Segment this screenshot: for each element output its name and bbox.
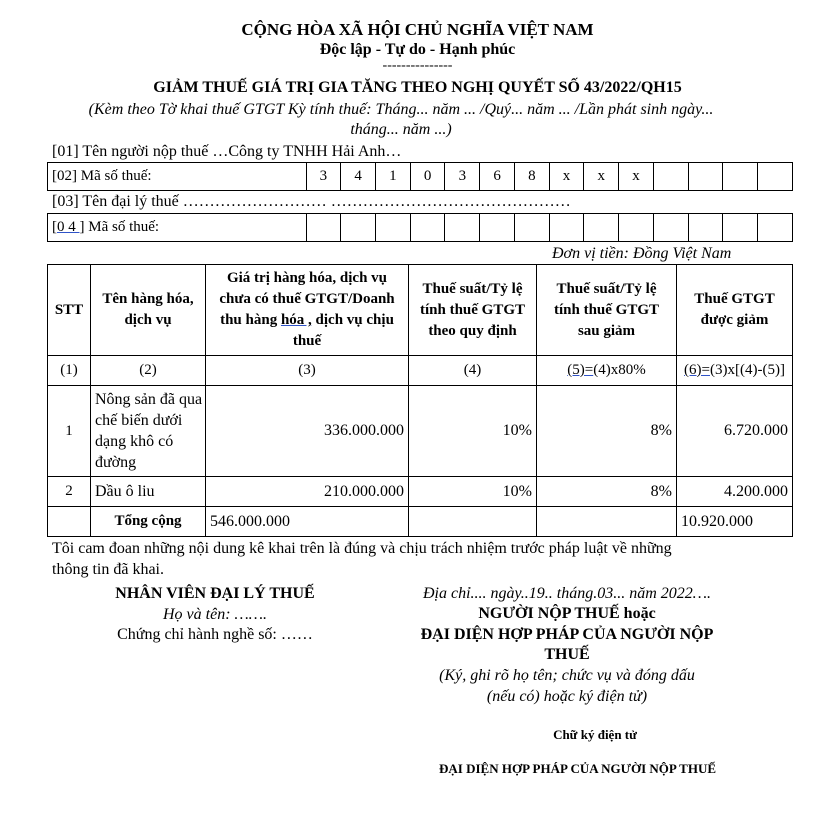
taxpayer-sign-title-3: THUẾ <box>544 646 590 663</box>
agent-sign-name: Họ và tên: ……. <box>163 606 267 623</box>
header-name: Tên hàng hóa, dịch vụ <box>91 265 206 356</box>
header-rate-after: Thuế suất/Tỷ lệ tính thuế GTGT sau giảm <box>537 265 677 356</box>
header-value-post: dịch vụ chịu thuế <box>292 312 394 349</box>
motto: Độc lập - Tự do - Hạnh phúc <box>319 41 516 58</box>
agent-code-digit <box>584 214 619 242</box>
table-row <box>48 477 793 507</box>
total-label: Tổng cộng <box>91 507 206 537</box>
tax-code-table <box>47 162 793 191</box>
agent-code-digit <box>549 214 584 242</box>
row-reduced: 6.720.000 <box>677 386 793 477</box>
header-reduced: Thuế GTGT được giảm <box>677 265 793 356</box>
index-c4: (4) <box>409 356 537 386</box>
index-c2: (2) <box>91 356 206 386</box>
row-stt: 2 <box>48 477 91 507</box>
total-stt <box>48 507 91 537</box>
taxpayer-sign-title-1: NGƯỜI NỘP THUẾ hoặc <box>478 605 656 622</box>
row-name: Dầu ô liu <box>91 477 206 507</box>
header-stt: STT <box>48 265 91 356</box>
total-reduced: 10.920.000 <box>677 507 793 537</box>
separator: --------------- <box>382 58 453 73</box>
declaration-line-2: thông tin đã khai. <box>52 561 164 578</box>
tax-code-digit: 6 <box>480 163 515 191</box>
row-value: 210.000.000 <box>206 477 409 507</box>
row-name: Nông sản đã qua chế biến dưới dạng khô có đường <box>91 386 206 477</box>
row-value: 336.000.000 <box>206 386 409 477</box>
table-total-row <box>48 507 793 537</box>
row-rate-after: 8% <box>537 477 677 507</box>
index-c3: (3) <box>206 356 409 386</box>
agent-code-digit <box>480 214 515 242</box>
agent-code-digit <box>723 214 758 242</box>
form-subtitle-1: (Kèm theo Tờ khai thuế GTGT Kỳ tính thuế: Tháng... năm ... /Quý... năm ... /Lần phát sinh ngày... <box>88 101 714 118</box>
agent-code-bracket: [ <box>52 219 57 235</box>
taxpayer-sign-note-2: (nếu có) hoặc ký điện tử) <box>486 688 648 705</box>
agent-code-digit <box>376 214 411 242</box>
agent-sign-cert: Chứng chỉ hành nghề số: …… <box>117 626 313 643</box>
index-c5-formula: (4)x80% <box>593 362 646 378</box>
agent-code-label-text: ] Mã số thuế: <box>79 219 160 235</box>
tax-code-digit: 1 <box>376 163 411 191</box>
nation-title: CỘNG HÒA XÃ HỘI CHỦ NGHĨA VIỆT NAM <box>241 20 594 39</box>
header-value-underlined: hóa , <box>280 312 312 328</box>
agent-code-table <box>47 213 793 242</box>
taxpayer-sign-title-2: ĐẠI DIỆN HỢP PHÁP CỦA NGƯỜI NỘP <box>420 626 714 643</box>
row-rate: 10% <box>409 386 537 477</box>
form-title: GIẢM THUẾ GIÁ TRỊ GIA TĂNG THEO NGHỊ QUYẾT SỐ 43/2022/QH15 <box>153 79 682 96</box>
sign-date: Địa chỉ.... ngày..19.. tháng.03... năm 2022…. <box>423 585 711 602</box>
total-rate <box>409 507 537 537</box>
agent-name: [03] Tên đại lý thuế ……………………… ……………………………………… <box>52 193 571 210</box>
row-stt: 1 <box>48 386 91 477</box>
index-c6-prefix: (6)= <box>684 362 710 378</box>
index-c5 <box>537 356 677 386</box>
agent-code-digit <box>306 214 341 242</box>
tax-code-digit: 3 <box>445 163 480 191</box>
tax-code-digit: 8 <box>514 163 549 191</box>
row-rate-after: 8% <box>537 386 677 477</box>
index-c1: (1) <box>48 356 91 386</box>
agent-code-digit <box>758 214 793 242</box>
agent-code-digit <box>445 214 480 242</box>
currency-note: Đơn vị tiền: Đồng Việt Nam <box>552 245 732 262</box>
agent-code-number: 0 4 <box>57 219 80 235</box>
agent-sign-title: NHÂN VIÊN ĐẠI LÝ THUẾ <box>115 585 315 602</box>
table-row <box>48 386 793 477</box>
index-c5-prefix: (5)= <box>567 362 594 378</box>
tax-code-digit <box>723 163 758 191</box>
declaration-line-1: Tôi cam đoan những nội dung kê khai trên là đúng và chịu trách nhiệm trước pháp luật về những <box>52 540 672 557</box>
tax-reduction-table <box>47 264 793 537</box>
tax-code-digit: x <box>619 163 654 191</box>
tax-code-digit: x <box>584 163 619 191</box>
tax-code-digit: x <box>549 163 584 191</box>
taxpayer-sign-note-1: (Ký, ghi rõ họ tên; chức vụ và đóng dấu <box>439 667 695 684</box>
tax-code-digit: 4 <box>341 163 376 191</box>
agent-code-digit <box>341 214 376 242</box>
tax-code-digit: 0 <box>410 163 445 191</box>
header-value <box>206 265 409 356</box>
agent-code-label <box>48 214 307 242</box>
e-signature-label: Chữ ký điện tử <box>553 727 637 742</box>
header-rate: Thuế suất/Tỷ lệ tính thuế GTGT theo quy định <box>409 265 537 356</box>
row-reduced: 4.200.000 <box>677 477 793 507</box>
agent-code-digit <box>410 214 445 242</box>
agent-code-digit <box>653 214 688 242</box>
index-c6 <box>677 356 793 386</box>
tax-code-label: [02] Mã số thuế: <box>48 163 307 191</box>
total-value: 546.000.000 <box>206 507 409 537</box>
taxpayer-name: [01] Tên người nộp thuế …Công ty TNHH Hải Anh… <box>52 143 402 160</box>
header-value-pre: Giá trị hàng hóa, dịch vụ chưa có thuế GTGT/Doanh thu hàng <box>219 270 395 328</box>
agent-code-digit <box>619 214 654 242</box>
tax-code-digit <box>688 163 723 191</box>
tax-code-digit <box>758 163 793 191</box>
agent-code-digit <box>514 214 549 242</box>
table-header-row <box>48 265 793 356</box>
tax-code-digit: 3 <box>306 163 341 191</box>
tax-code-digit <box>653 163 688 191</box>
agent-code-digit <box>688 214 723 242</box>
table-index-row <box>48 356 793 386</box>
form-subtitle-2: tháng... năm ...) <box>350 121 452 138</box>
row-rate: 10% <box>409 477 537 507</box>
legal-representative: ĐẠI DIỆN HỢP PHÁP CỦA NGƯỜI NỘP THUẾ <box>439 761 716 776</box>
total-rate-after <box>537 507 677 537</box>
index-c6-formula: (3)x[(4)-(5)] <box>709 362 785 378</box>
